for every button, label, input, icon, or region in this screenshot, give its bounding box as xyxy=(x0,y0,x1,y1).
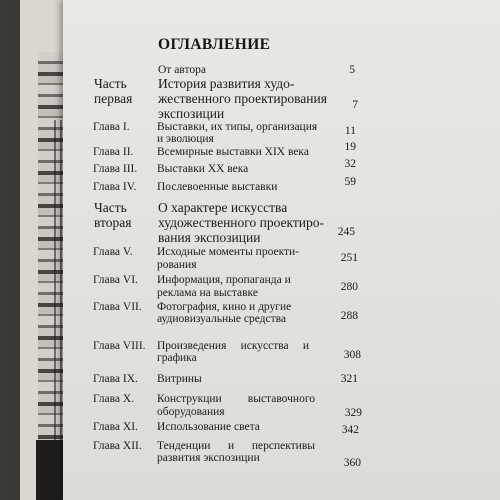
chapter-10-title-line2: оборудования xyxy=(157,406,225,418)
chapter-8-title-line1 xyxy=(157,340,309,352)
chapter-2-label: Глава II. xyxy=(93,146,134,158)
chapter-10-label: Глава X. xyxy=(93,393,135,405)
chapter-8-label: Глава VIII. xyxy=(93,340,146,352)
part1-page: 7 xyxy=(352,99,358,111)
chapter-1-label: Глава I. xyxy=(93,121,130,133)
chapter-5-title-line2: рования xyxy=(157,259,197,271)
chapter-11-page: 342 xyxy=(341,424,359,436)
chapter-6-label: Глава VI. xyxy=(93,274,138,286)
chapter-10-page: 329 xyxy=(344,407,362,419)
chapter-10-title-line1-text: Конструкции выставочного xyxy=(157,393,315,405)
illustration-dark-block xyxy=(36,440,66,500)
chapter-9-title-line1: Витрины xyxy=(157,373,202,385)
part1-title-line1: История развития худо- xyxy=(158,76,295,91)
chapter-5-title-line1: Исходные моменты проекти- xyxy=(157,246,300,258)
part2-title-line2: художественного проектиро- xyxy=(158,215,324,230)
chapter-1-page: 11 xyxy=(344,125,356,137)
chapter-2-page: 19 xyxy=(344,141,356,153)
chapter-4-page: 59 xyxy=(344,176,356,188)
part1-title-line2: жественного проектирования xyxy=(158,91,327,106)
chapter-5-label: Глава V. xyxy=(93,246,133,258)
toc-intro-page: 5 xyxy=(349,64,355,76)
chapter-8-page: 308 xyxy=(343,349,361,361)
part2-page: 245 xyxy=(337,226,355,238)
part2-title-line3: вания экспозиции xyxy=(158,230,261,245)
chapter-7-label: Глава VII. xyxy=(93,301,142,313)
chapter-11-label: Глава XI. xyxy=(93,421,138,433)
chapter-12-title-line1-text: Тенденции и перспективы xyxy=(157,440,315,452)
part1-title-line3: экспозиции xyxy=(158,106,225,121)
chapter-3-label: Глава III. xyxy=(93,163,138,175)
part2-label-line1: Часть xyxy=(94,200,127,215)
part2-label-line2: вторая xyxy=(94,215,132,230)
chapter-12-page: 360 xyxy=(343,457,361,469)
chapter-7-title-line2: аудиовизуальные средства xyxy=(157,313,287,325)
chapter-12-title-line2: развития экспозиции xyxy=(157,452,260,464)
chapter-6-page: 280 xyxy=(340,281,358,293)
chapter-6-title-line2: реклама на выставке xyxy=(157,287,258,299)
chapter-6-title-line1: Информация, пропаганда и xyxy=(157,274,291,286)
chapter-3-title-line1: Выставки XX века xyxy=(157,163,249,175)
chapter-1-title-line1: Выставки, их типы, организация xyxy=(157,121,318,133)
chapter-11-title-line1: Использование света xyxy=(157,421,260,433)
part1-label-line2: первая xyxy=(94,91,133,106)
chapter-8-title-line1-text: Произведения искусства и xyxy=(157,340,309,352)
part2-title-line1: О характере искусства xyxy=(158,200,288,215)
chapter-12-title-line1 xyxy=(157,440,315,452)
part1-label-line1: Часть xyxy=(94,76,127,91)
chapter-7-page: 288 xyxy=(340,310,358,322)
chapter-8-title-line2: графика xyxy=(157,352,197,364)
chapter-1-title-line2: и эволюция xyxy=(157,133,214,145)
chapter-5-page: 251 xyxy=(340,252,358,264)
chapter-2-title-line1: Всемирные выставки XIX века xyxy=(157,146,309,158)
chapter-12-label: Глава XII. xyxy=(93,440,142,452)
chapter-3-page: 32 xyxy=(344,158,356,170)
chapter-7-title-line1: Фотография, кино и другие xyxy=(157,301,292,313)
chapter-10-title-line1 xyxy=(157,393,315,405)
chapter-4-label: Глава IV. xyxy=(93,181,137,193)
chapter-9-label: Глава IX. xyxy=(93,373,138,385)
chapter-4-title-line1: Послевоенные выставки xyxy=(157,181,278,193)
chapter-9-page: 321 xyxy=(340,373,358,385)
toc-title: ОГЛАВЛЕНИЕ xyxy=(158,36,271,53)
toc-intro-text: От автора xyxy=(158,64,206,76)
